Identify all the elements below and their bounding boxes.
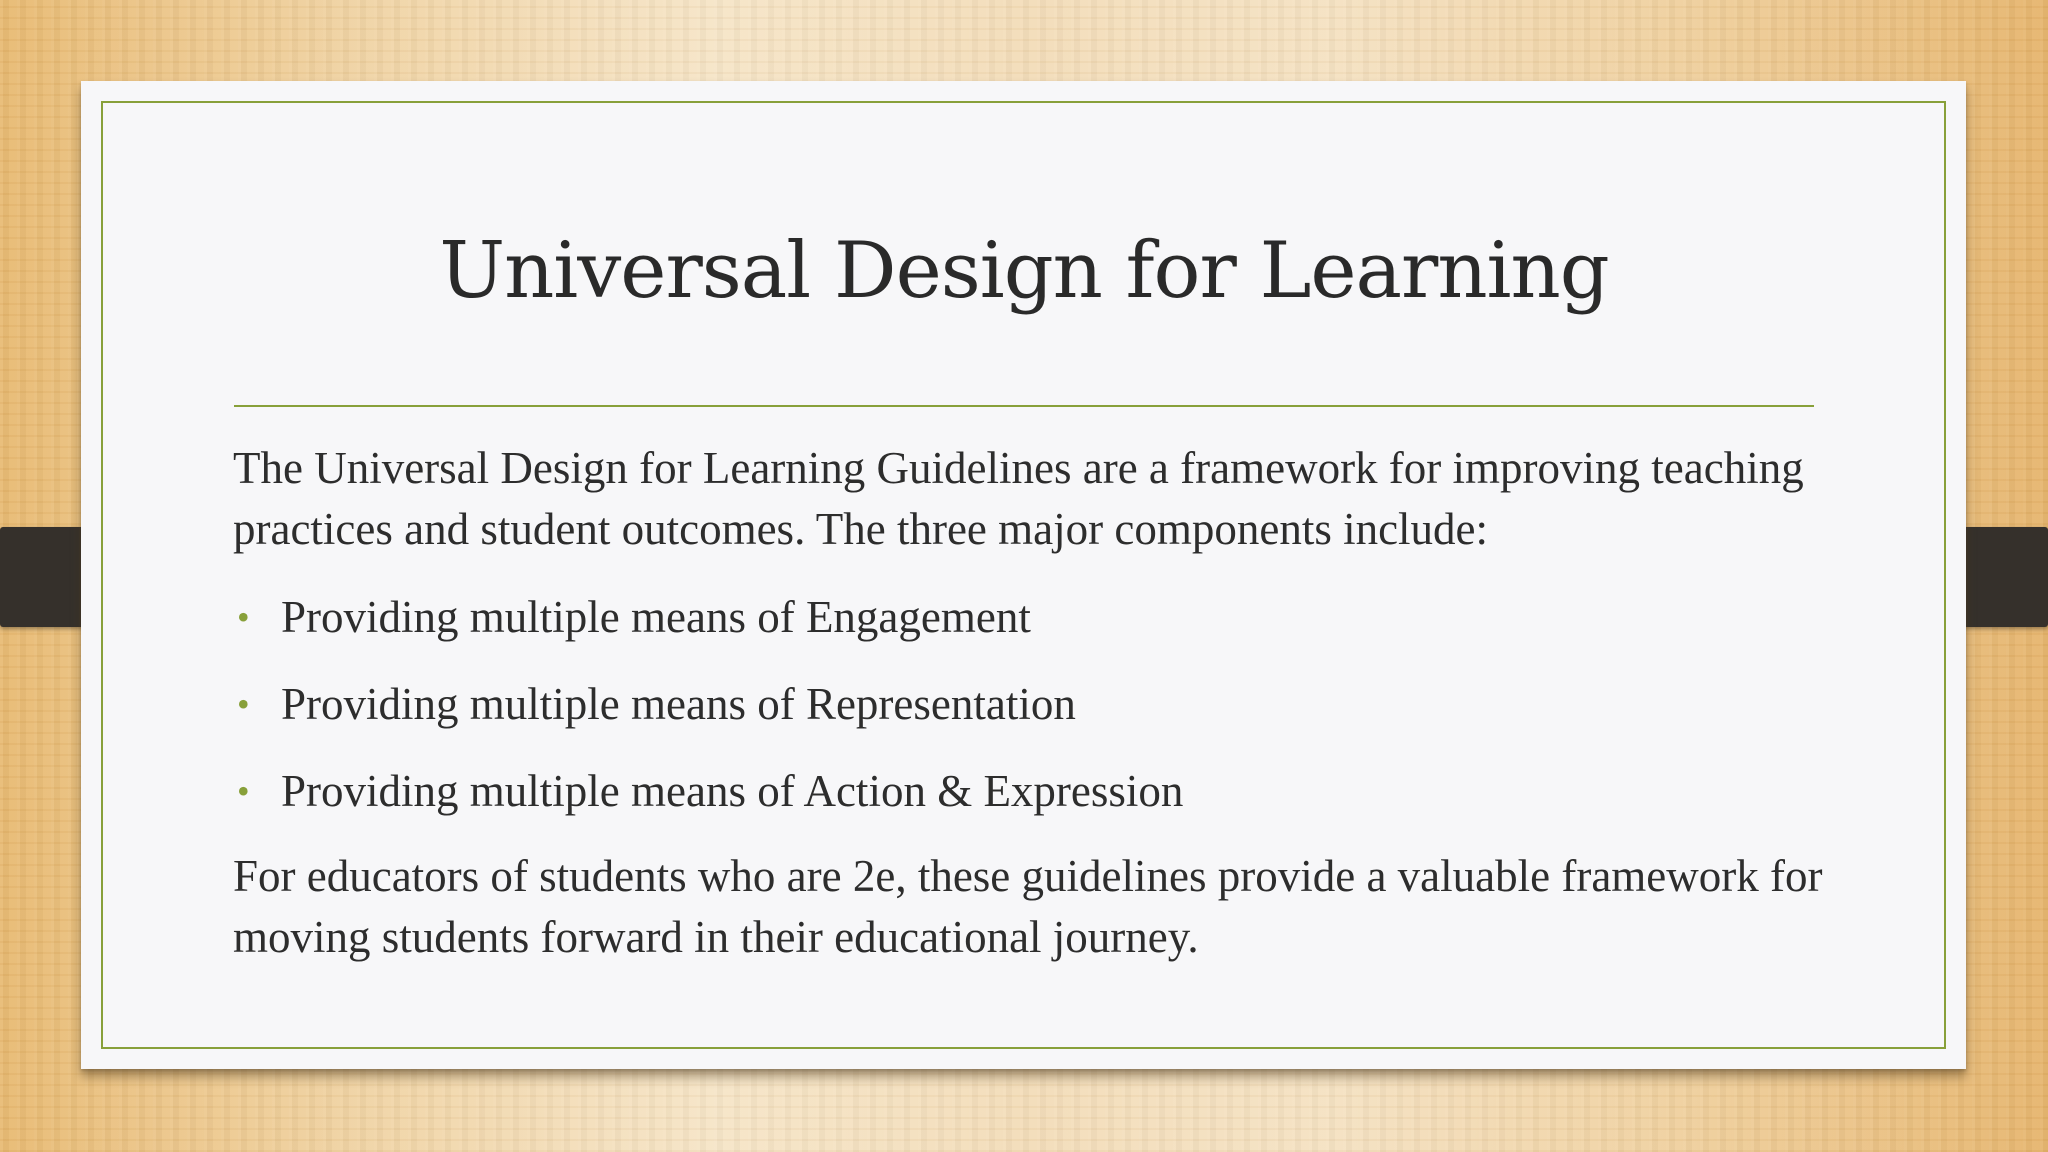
list-item-text: Providing multiple means of Action & Expression	[281, 766, 1184, 816]
components-list	[233, 587, 1183, 848]
list-item	[233, 761, 1183, 848]
title-divider	[234, 405, 1814, 407]
bullet-icon: •	[237, 771, 250, 811]
list-item	[233, 587, 1183, 674]
bullet-icon: •	[237, 597, 250, 637]
bullet-icon: •	[237, 684, 250, 724]
intro-paragraph: The Universal Design for Learning Guidelines are a framework for improving teaching practices and student outcomes. The three major components include:	[233, 443, 1804, 554]
list-item-text: Providing multiple means of Engagement	[281, 592, 1031, 642]
slide-title: Universal Design for Learning	[439, 226, 1609, 316]
closing-paragraph: For educators of students who are 2e, these guidelines provide a valuable framework for moving students forward in their educational journey.	[233, 851, 1823, 962]
list-item-text: Providing multiple means of Representation	[281, 679, 1076, 729]
list-item	[233, 674, 1183, 761]
